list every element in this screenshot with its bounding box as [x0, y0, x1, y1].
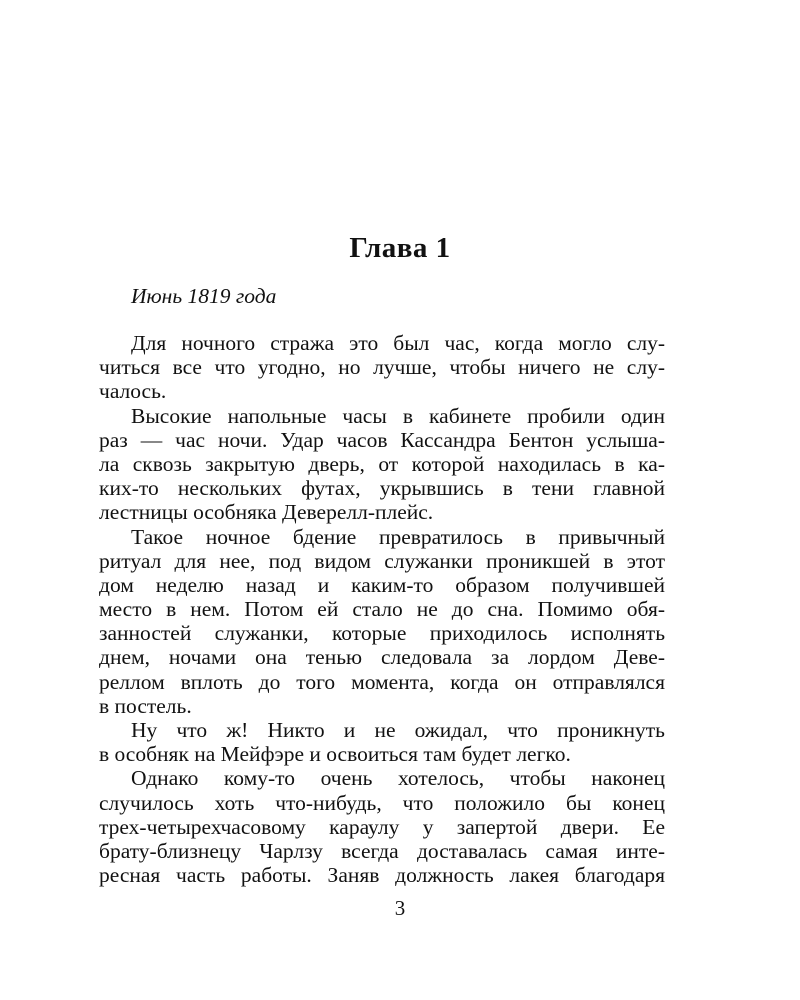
text-line: днем, ночами она тенью следовала за лордом Деве-	[99, 645, 665, 670]
text-line: ресная часть работы. Заняв должность лакея благодаря	[99, 863, 665, 888]
text-line: ла сквозь закрытую дверь, от которой находилась в ка-	[99, 451, 665, 476]
text-line: случилось хоть что-нибудь, что положило бы конец	[99, 790, 665, 815]
text-line: раз — час ночи. Удар часов Кассандра Бентон услыша-	[99, 427, 665, 452]
text-line: читься все что угодно, но лучше, чтобы ничего не слу-	[99, 355, 665, 380]
paragraph	[99, 404, 665, 525]
text-line: ких-то нескольких футах, укрывшись в тени главной	[99, 476, 665, 501]
text-line: Однако кому-то очень хотелось, чтобы наконец	[131, 766, 665, 791]
text-line: Ну что ж! Никто и не ожидал, что проникнуть	[131, 718, 665, 742]
page-number: 3	[394, 896, 406, 920]
text-line: место в нем. Потом ей стало не до сна. Помимо обя-	[99, 597, 665, 622]
chapter-dateline: Июнь 1819 года	[131, 284, 277, 308]
paragraph	[99, 718, 665, 766]
paragraph	[99, 766, 665, 887]
text-line: Такое ночное бдение превратилось в привычный	[131, 524, 665, 549]
text-line: в постель.	[99, 693, 192, 718]
body-text	[99, 331, 665, 887]
text-line: дом неделю назад и каким-то образом получившей	[99, 572, 665, 597]
paragraph	[99, 525, 665, 719]
text-line: брату-близнецу Чарлзу всегда доставалась самая инте-	[99, 838, 665, 863]
text-line: Для ночного стража это был час, когда могло слу-	[131, 331, 665, 355]
text-line: лестницы особняка Деверелл-плейс.	[99, 500, 434, 525]
text-line: трех-четырехчасовому караулу у запертой двери. Ее	[99, 814, 665, 839]
text-line: Высокие напольные часы в кабинете пробили один	[131, 403, 665, 428]
text-line: чалось.	[99, 379, 167, 404]
text-line: реллом вплоть до того момента, когда он отправлялся	[99, 669, 665, 694]
text-line: занностей служанки, которые приходилось исполнять	[99, 621, 665, 646]
text-line: ритуал для нее, под видом служанки проникшей в этот	[99, 548, 665, 573]
chapter-title: Глава 1	[349, 232, 451, 264]
text-line: в особняк на Мейфэре и освоиться там будет легко.	[99, 742, 571, 767]
paragraph	[99, 331, 665, 404]
